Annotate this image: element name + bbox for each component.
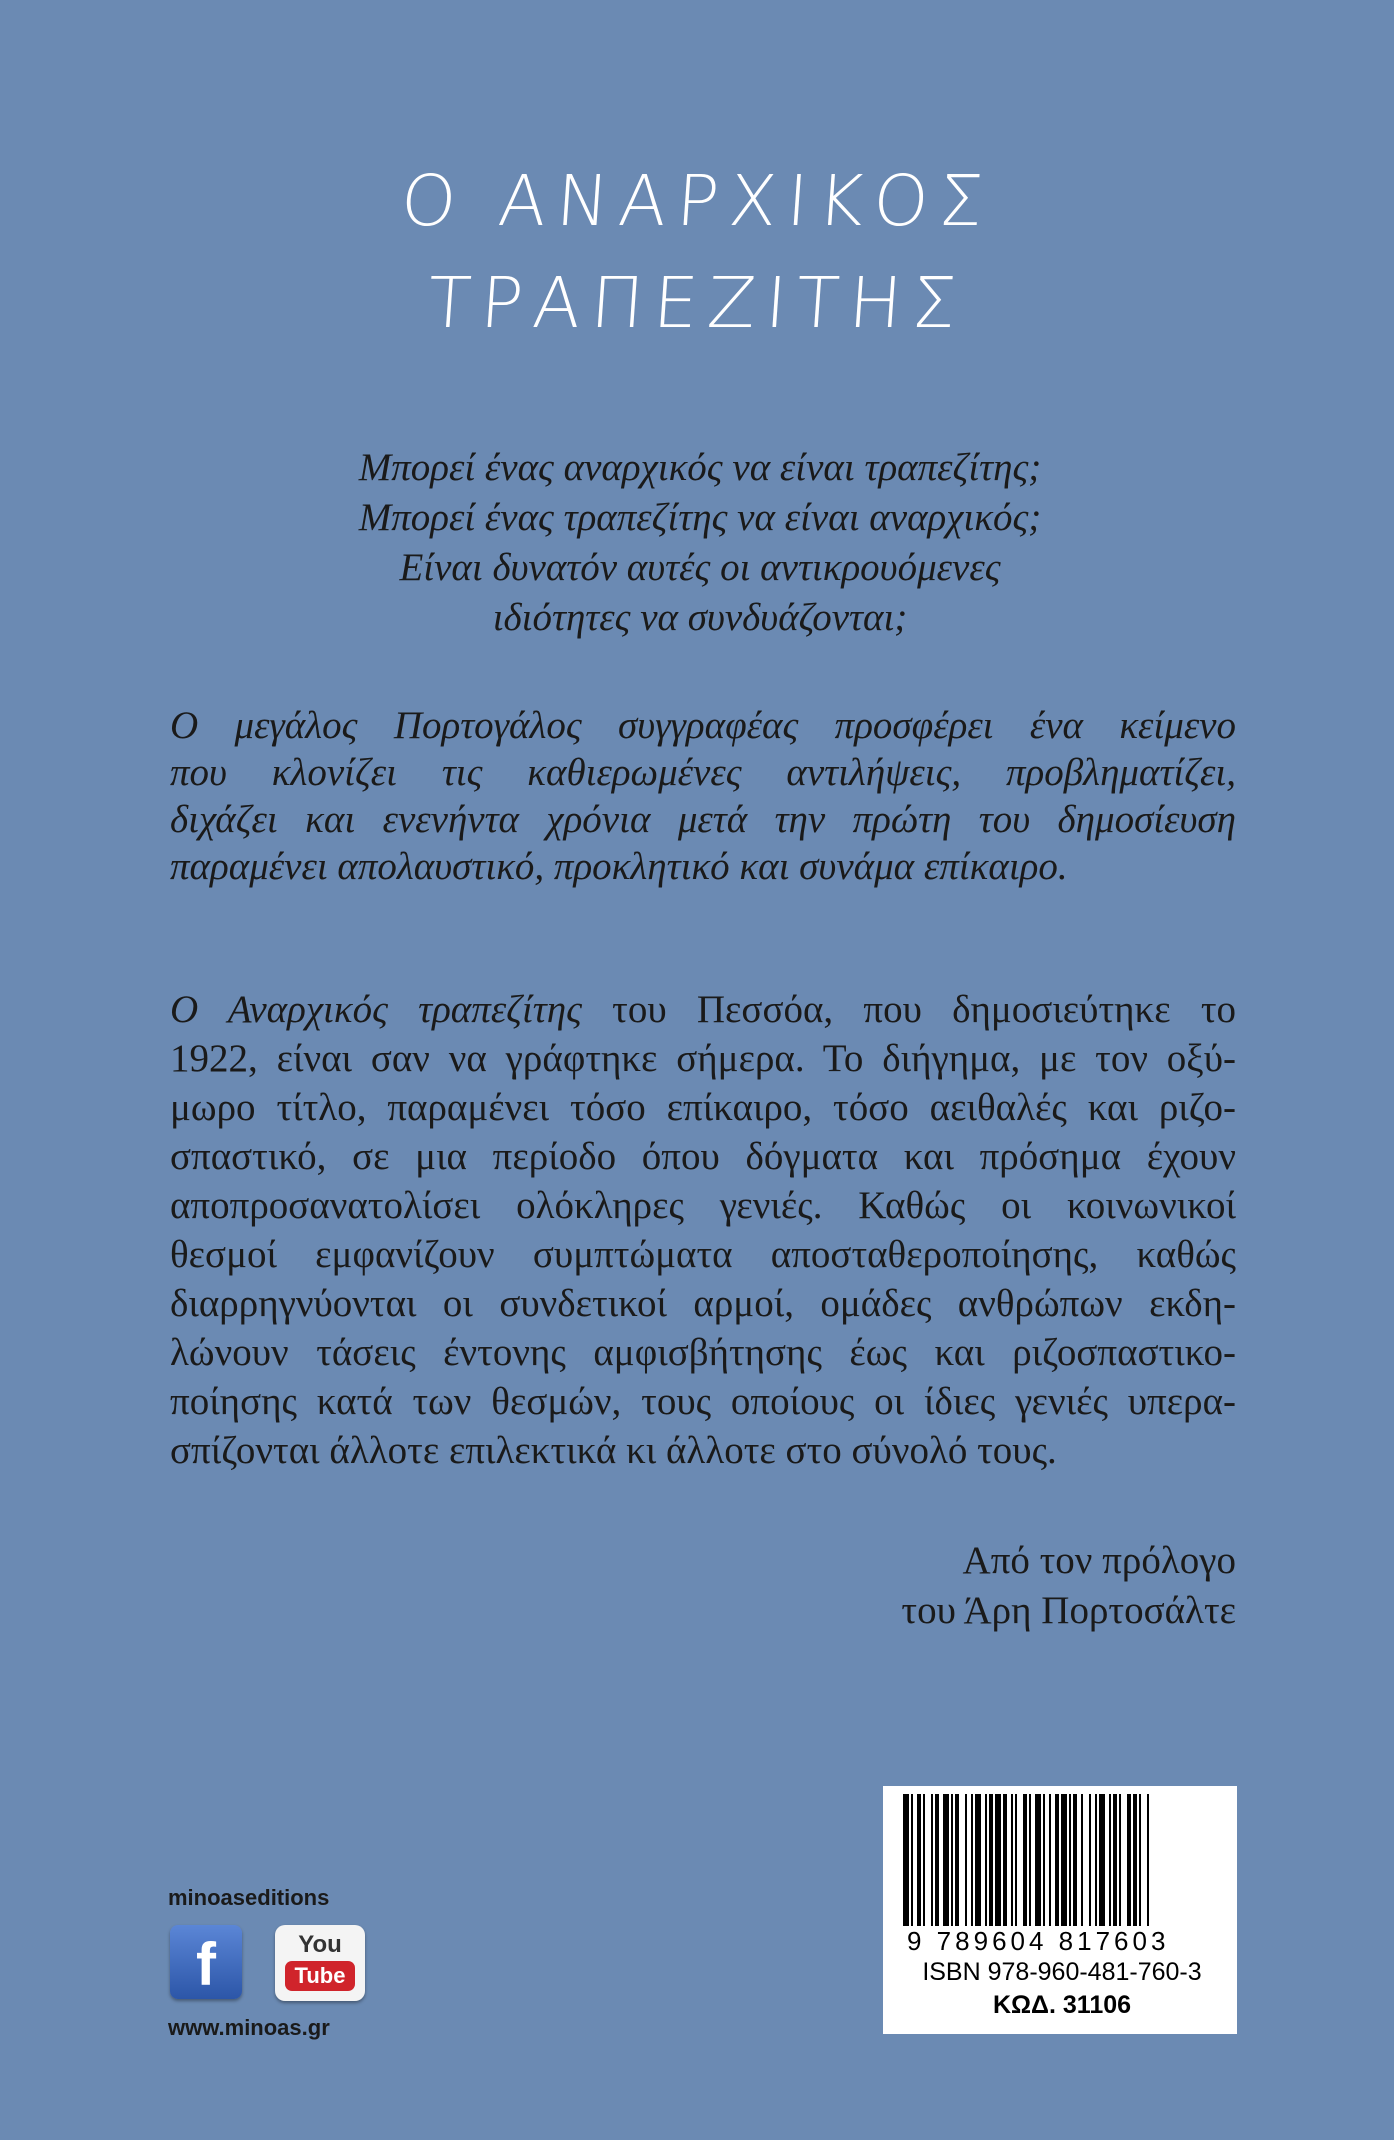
barcode-icon xyxy=(903,1794,1217,1926)
facebook-icon-glyph: f xyxy=(196,1931,216,1998)
signature-line-1: Από τον πρόλογο xyxy=(962,1539,1236,1582)
isbn-number: ISBN 978-960-481-760-3 xyxy=(922,1958,1202,1986)
youtube-icon-you: You xyxy=(298,1931,342,1958)
body-line: διαρρηγνύονται οι συνδετικοί αρμοί, ομάδες ανθρώπων εκδη- xyxy=(170,1282,1236,1325)
product-code: ΚΩΔ. 31106 xyxy=(992,1991,1132,2019)
body-line: σπίζονται άλλοτε επιλεκτικά κι άλλοτε στο σύνολό τους. xyxy=(170,1429,1057,1472)
body-first-line xyxy=(170,985,1236,1034)
youtube-icon[interactable] xyxy=(275,1925,365,2001)
question-line: ιδιότητες να συνδυάζονται; xyxy=(492,596,908,639)
body-line: σπαστικό, σε μια περίοδο όπου δόγματα και πρόσημα έχουν xyxy=(170,1135,1236,1178)
barcode-label xyxy=(883,1786,1237,2034)
question-line: Μπορεί ένας αναρχικός να είναι τραπεζίτης; xyxy=(358,446,1042,489)
body-line: αποπροσανατολίσει ολόκληρες γενιές. Καθώς οι κοινωνικοί xyxy=(170,1184,1236,1227)
body-line: λώνουν τάσεις έντονης αμφισβήτησης έως και ριζοσπαστικο- xyxy=(170,1331,1236,1374)
publisher-brand: minoaseditions xyxy=(168,1885,330,1910)
book-title-line-2: ΤΡΑΠΕΖΙΤΗΣ xyxy=(425,262,969,344)
barcode-digits: 9 789604 817603 xyxy=(907,1926,1170,1956)
body-line: θεσμοί εμφανίζουν συμπτώματα αποσταθεροποίησης, καθώς xyxy=(170,1233,1236,1276)
intro-line: διχάζει και ενενήντα χρόνια μετά την πρώτη του δημοσίευση xyxy=(170,798,1236,841)
body-line: 1922, είναι σαν να γράφτηκε σήμερα. Το διήγημα, με τον οξύ- xyxy=(170,1037,1236,1080)
intro-line: Ο μεγάλος Πορτογάλος συγγραφέας προσφέρει ένα κείμενο xyxy=(170,704,1236,747)
book-title-line-1: Ο ΑΝΑΡΧΙΚΟΣ xyxy=(398,160,996,242)
body-line: μωρο τίτλο, παραμένει τόσο επίκαιρο, τόσο αειθαλές και ριζο- xyxy=(170,1086,1236,1129)
book-title xyxy=(0,150,1394,354)
intro-line: παραμένει απολαυστικό, προκλητικό και συνάμα επίκαιρο. xyxy=(170,845,1068,888)
body-paragraph xyxy=(170,985,1236,1475)
intro-paragraph xyxy=(170,702,1236,890)
signature-line-2: του Άρη Πορτοσάλτε xyxy=(901,1589,1236,1632)
body-line: ποίησης κατά των θεσμών, τους οποίους οι ίδιες γενιές υπερα- xyxy=(170,1380,1236,1423)
facebook-icon[interactable] xyxy=(170,1925,242,1999)
youtube-icon-tube: Tube xyxy=(285,1961,355,1991)
body-first-line-rest: του Πεσσόα, που δημοσιεύτηκε το xyxy=(581,988,1236,1031)
questions-block xyxy=(200,443,1200,643)
intro-line: που κλονίζει τις καθιερωμένες αντιλήψεις, προβληματίζει, xyxy=(170,751,1236,794)
publisher-website[interactable]: www.minoas.gr xyxy=(168,2015,330,2040)
book-title-italic: Ο Αναρχικός τραπεζίτης xyxy=(170,988,582,1031)
preface-signature xyxy=(901,1536,1236,1636)
question-line: Είναι δυνατόν αυτές οι αντικρουόμενες xyxy=(399,546,1001,589)
question-line: Μπορεί ένας τραπεζίτης να είναι αναρχικός; xyxy=(358,496,1042,539)
